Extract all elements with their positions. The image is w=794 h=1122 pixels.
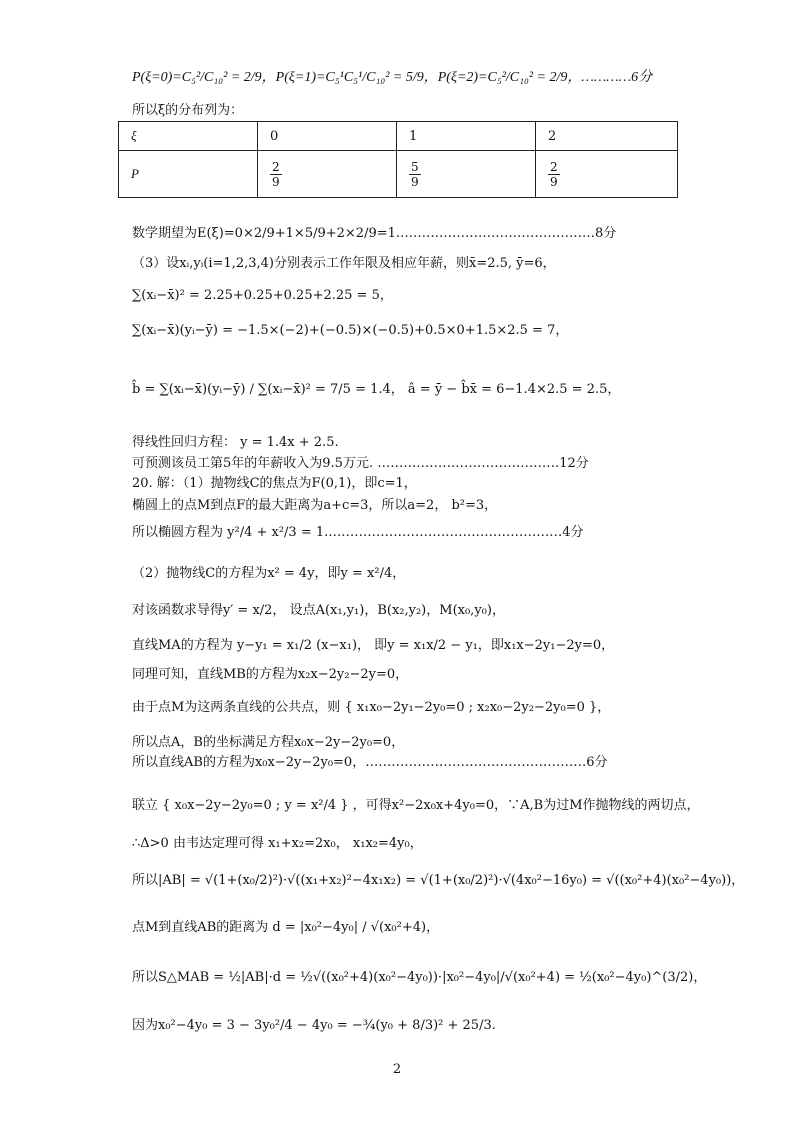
regression-coeff-line: b̂ = ∑(xᵢ−x̄)(yᵢ−ȳ) / ∑(xᵢ−x̄)² = 7/5 = 1.4， â = ȳ − b̂x̄ = 6−1.4×2.5 = 2.5，: [132, 382, 621, 397]
points-ab-line: 所以点A，B的坐标满足方程x₀x−2y−2y₀=0，: [132, 735, 405, 750]
sum-products-line: ∑(xᵢ−x̄)(yᵢ−ȳ) = −1.5×(−2)+(−0.5)×(−0.5)+0.5×0+1.5×2.5 = 7，: [132, 323, 569, 338]
line-ma: 直线MA的方程为 y−y₁ = x₁/2 (x−x₁)， 即y = x₁x/2 − y₁，即x₁x−2y₁−2y=0，: [132, 638, 615, 653]
distance-line: 点M到直线AB的距离为 d = |x₀²−4y₀| / √(x₀²+4)，: [132, 920, 440, 935]
fraction: [548, 160, 560, 189]
table-row: [119, 122, 678, 151]
table-cell: 2: [536, 122, 678, 151]
distribution-intro: 所以ξ的分布列为：: [132, 103, 244, 118]
chord-length-line: 所以|AB| = √(1+(x₀/2)²)·√((x₁+x₂)²−4x₁x₂) = √(1+(x₀/2)²)·√(4x₀²−16y₀) = √((x₀²+4)(x₀²−4y₀))，: [132, 873, 745, 888]
line-ab: 所以直线AB的方程为x₀x−2y−2y₀=0，……………………………………………6分: [132, 755, 608, 770]
system-line: 联立 { x₀x−2y−2y₀=0 ; y = x²/4 } ，可得x²−2x₀x+4y₀=0，∵A,B为过M作抛物线的两切点，: [132, 798, 700, 813]
table-cell: 1: [397, 122, 536, 151]
denominator: 9: [550, 174, 558, 189]
expectation-line: 数学期望为E(ξ)=0×2/9+1×5/9+2×2/9=1.………………………………………8分: [132, 226, 617, 241]
probability-line: P(ξ=0)=C₅²/C₁₀² = 2/9，P(ξ=1)=C₅¹C₅¹/C₁₀² = 5/9，P(ξ=2)=C₅²/C₁₀² = 2/9，…………6分: [132, 70, 653, 85]
ellipse-equation-line: 所以椭圆方程为 y²/4 + x²/3 = 1.………………………………………………4分: [132, 525, 584, 540]
table-cell: P: [119, 151, 258, 198]
table-cell: 0: [258, 122, 397, 151]
table-row: [119, 151, 678, 198]
common-point-line: 由于点M为这两条直线的公共点，则 { x₁x₀−2y₁−2y₀=0 ; x₂x₀−2y₂−2y₀=0 }，: [132, 700, 611, 715]
numerator: 2: [272, 159, 280, 174]
area-line: 所以S△MAB = ½|AB|·d = ½√((x₀²+4)(x₀²−4y₀))·|x₀²−4y₀|/√(x₀²+4) = ½(x₀²−4y₀)^(3/2)，: [132, 970, 707, 985]
parabola-line: （2）抛物线C的方程为x² = 4y，即y = x²/4，: [132, 566, 406, 581]
numerator: 2: [550, 159, 558, 174]
table-cell: [258, 151, 397, 198]
table-cell: ξ: [119, 122, 258, 151]
table-cell: [397, 151, 536, 198]
numerator: 5: [411, 159, 419, 174]
page-number: 2: [392, 1062, 402, 1077]
table-cell: [536, 151, 678, 198]
part3-intro: （3）设xᵢ,yᵢ(i=1,2,3,4)分别表示工作年限及相应年薪，则x̄=2.5, ȳ=6，: [132, 256, 556, 271]
vieta-line: ∴Δ>0 由韦达定理可得 x₁+x₂=2x₀， x₁x₂=4y₀，: [132, 836, 423, 851]
fraction: [409, 160, 421, 189]
fraction: [270, 160, 282, 189]
derivative-line: 对该函数求导得y′ = x/2， 设点A(x₁,y₁)，B(x₂,y₂)，M(x₀,y₀)，: [132, 603, 505, 618]
prediction-line: 可预测该员工第5年的年薪收入为9.5万元. ……………………………………12分: [132, 456, 589, 471]
line-mb: 同理可知，直线MB的方程为x₂x−2y₂−2y=0，: [132, 667, 409, 682]
q20-part1: 20. 解：（1）抛物线C的焦点为F(0,1)，即c=1，: [132, 476, 417, 491]
denominator: 9: [272, 174, 280, 189]
sum-squares-line: ∑(xᵢ−x̄)² = 2.25+0.25+0.25+2.25 = 5，: [132, 288, 393, 303]
final-expression-line: 因为x₀²−4y₀ = 3 − 3y₀²/4 − 4y₀ = −¾(y₀ + 8/3)² + 25/3.: [132, 1018, 496, 1033]
distribution-table: [118, 121, 678, 198]
regression-equation: 得线性回归方程： y = 1.4x + 2.5.: [132, 435, 339, 450]
ellipse-distance-line: 椭圆上的点M到点F的最大距离为a+c=3，所以a=2， b²=3，: [132, 498, 498, 513]
denominator: 9: [411, 174, 419, 189]
